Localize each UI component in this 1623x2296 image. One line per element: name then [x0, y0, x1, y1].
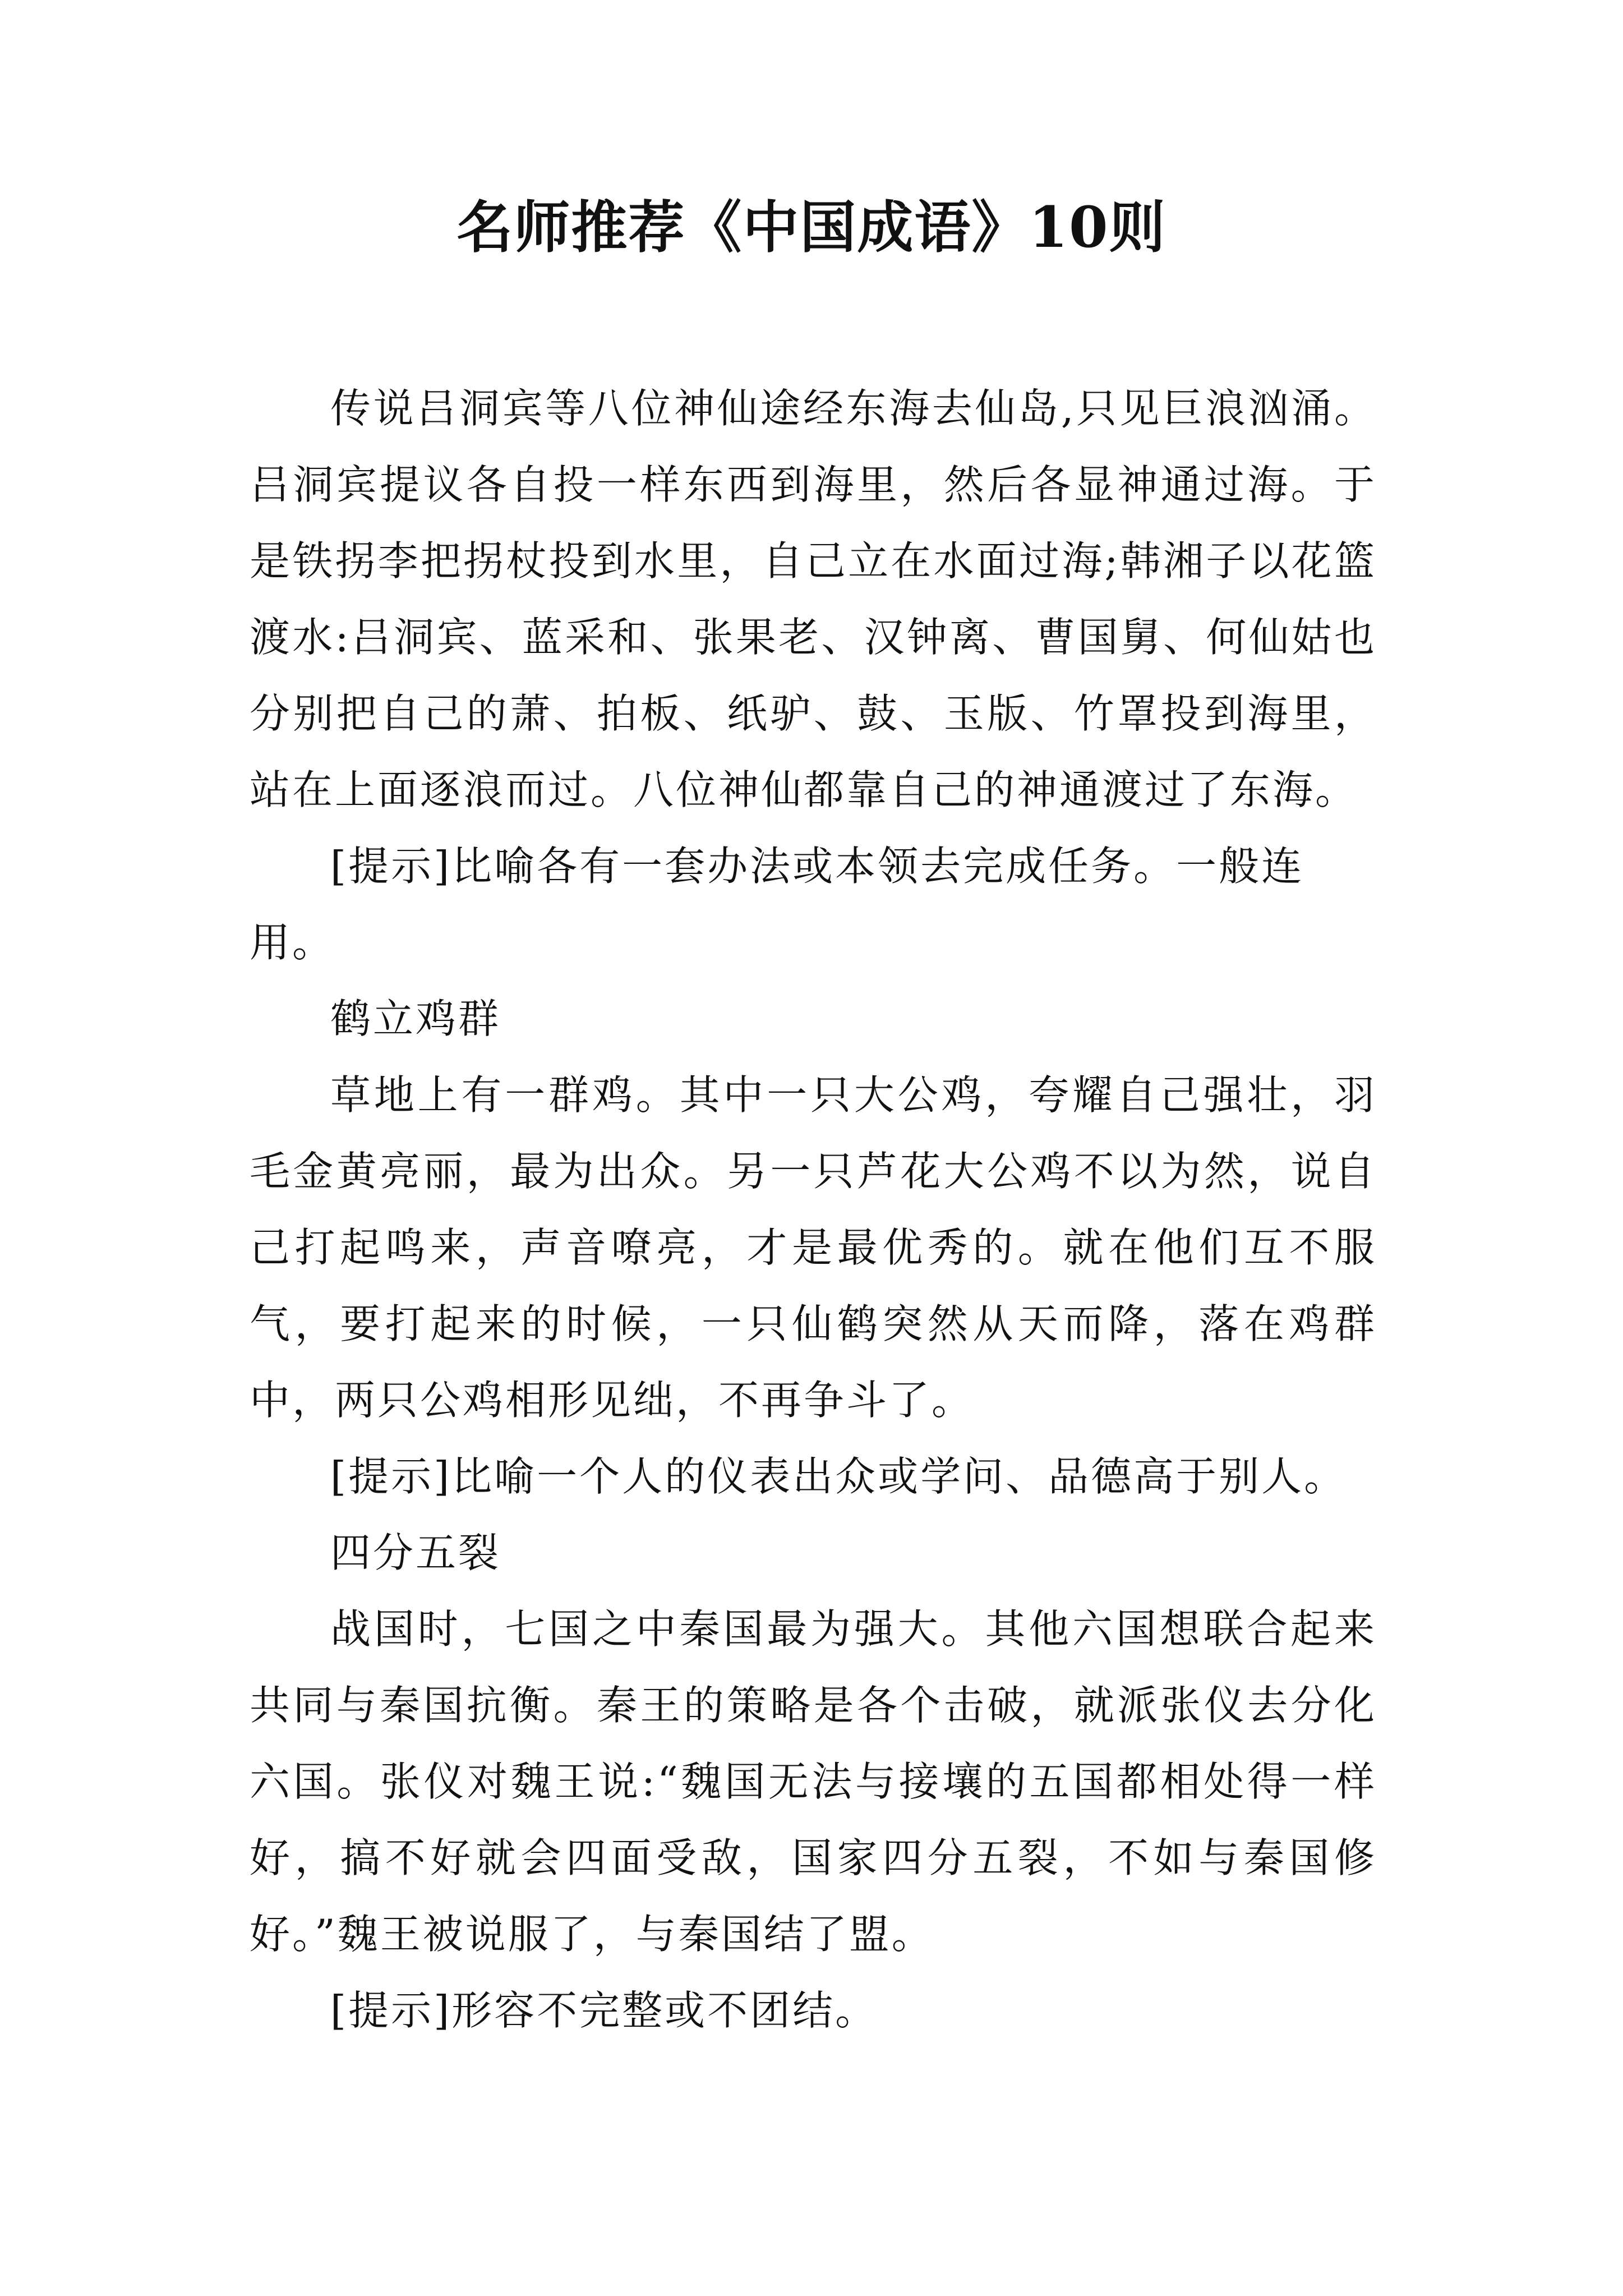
story-paragraph-1: 传说吕洞宾等八位神仙途经东海去仙岛,只见巨浪汹涌。吕洞宾提议各自投一样东西到海里，然后各显神通过海。于是铁拐李把拐杖投到水里，自己立在水面过海;韩湘子以花篮渡水:吕洞宾、蓝采和、张果老、汉钟离、曹国舅、何仙姑也分别把自己的萧、拍板、纸驴、鼓、玉版、竹罩投到海里，站在上面逐浪而过。八位神仙都靠自己的神通渡过了东海。 [250, 385, 1377, 813]
idiom-heading-2: 鹤立鸡群 [330, 995, 501, 1042]
idiom-heading-3: 四分五裂 [330, 1529, 501, 1576]
story-paragraph-3: 战国时，七国之中秦国最为强大。其他六国想联合起来共同与秦国抗衡。秦王的策略是各个击破，就派张仪去分化六国。张仪对魏王说:“魏国无法与接壤的五国都相处得一样好，搞不好就会四面受敌，国家四分五裂，不如与秦国修好。”魏王被说服了，与秦国结了盟。 [250, 1605, 1377, 1958]
page-title: 名师推荐《中国成语》10则 [457, 194, 1166, 260]
hint-paragraph-2: [提示]比喻一个人的仪表出众或学问、品德高于别人。 [330, 1453, 1347, 1500]
story-paragraph-2: 草地上有一群鸡。其中一只大公鸡，夸耀自己强壮，羽毛金黄亮丽，最为出众。另一只芦花大公鸡不以为然，说自己打起鸣来，声音嘹亮，才是最优秀的。就在他们互不服气，要打起来的时候，一只仙鹤突然从天而降，落在鸡群中，两只公鸡相形见绌，不再争斗了。 [250, 1071, 1377, 1424]
document-body [250, 370, 1377, 2049]
hint-paragraph-3: [提示]形容不完整或不团结。 [330, 1987, 878, 2034]
hint-paragraph-1: [提示]比喻各有一套办法或本领去完成任务。一般连用。 [250, 843, 1304, 966]
